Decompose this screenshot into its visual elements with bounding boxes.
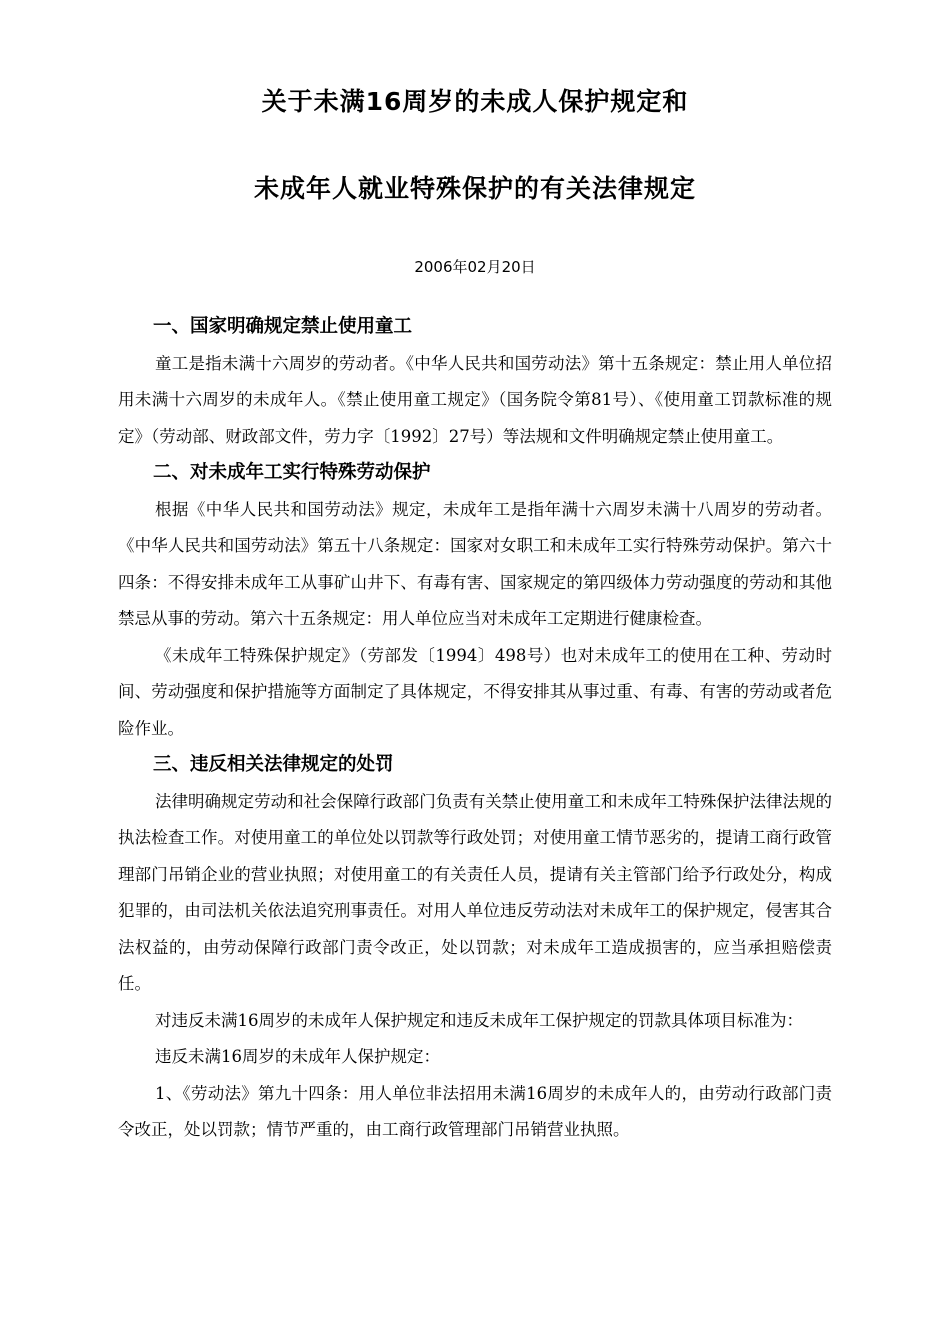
section-3-paragraph-1: 法律明确规定劳动和社会保障行政部门负责有关禁止使用童工和未成年工特殊保护法律法规的执法检查工作。对使用童工的单位处以罚款等行政处罚；对使用童工情节恶劣的，提请工商行政管理部门吊销企业的营业执照；对使用童工的有关责任人员，提请有关主管部门给予行政处分，构成犯罪的，由司法机关依法追究刑事责任。对用人单位违反劳动法对未成年工的保护规定，侵害其合法权益的，由劳动保障行政部门责令改正，处以罚款；对未成年工造成损害的，应当承担赔偿责任。 bbox=[118, 791, 832, 993]
section-3-paragraph-3: 违反未满16周岁的未成年人保护规定： bbox=[155, 1047, 440, 1066]
section-heading-3: 三、违反相关法律规定的处罚 bbox=[153, 754, 394, 775]
section-2-paragraph-1: 根据《中华人民共和国劳动法》规定，未成年工是指年满十六周岁未满十八周岁的劳动者。《中华人民共和国劳动法》第五十八条规定：国家对女职工和未成年工实行特殊劳动保护。第六十四条：不得安排未成年工从事矿山井下、有毒有害、国家规定的第四级体力劳动强度的劳动和其他禁忌从事的劳动。第六十五条规定：用人单位应当对未成年工定期进行健康检查。 bbox=[118, 499, 832, 628]
document-title-line-2: 未成年人就业特殊保护的有关法律规定 bbox=[253, 174, 696, 203]
document-title-line-1: 关于未满16周岁的未成人保护规定和 bbox=[261, 87, 689, 116]
section-3-paragraph-2: 对违反未满16周岁的未成年人保护规定和违反未成年工保护规定的罚款具体项目标准为： bbox=[155, 1010, 803, 1030]
section-3-paragraph-4: 1、《劳动法》第九十四条：用人单位非法招用未满16周岁的未成年人的，由劳动行政部门责令改正，处以罚款；情节严重的，由工商行政管理部门吊销营业执照。 bbox=[118, 1083, 832, 1139]
section-1-paragraph-1: 童工是指未满十六周岁的劳动者。《中华人民共和国劳动法》第十五条规定：禁止用人单位招用未满十六周岁的未成年人。《禁止使用童工规定》（国务院令第81号）、《使用童工罚款标准的规定》（劳动部、财政部文件，劳力字〔1992〕27号）等法规和文件明确规定禁止使用童工。 bbox=[118, 353, 832, 446]
document-date: 2006年02月20日 bbox=[414, 258, 536, 276]
document-body bbox=[118, 309, 832, 1149]
section-heading-2: 二、对未成年工实行特殊劳动保护 bbox=[153, 462, 431, 483]
section-2-paragraph-2: 《未成年工特殊保护规定》（劳部发〔1994〕498号）也对未成年工的使用在工种、劳动时间、劳动强度和保护措施等方面制定了具体规定，不得安排其从事过重、有毒、有害的劳动或者危险作业。 bbox=[118, 645, 832, 738]
section-heading-1: 一、国家明确规定禁止使用童工 bbox=[153, 316, 413, 337]
